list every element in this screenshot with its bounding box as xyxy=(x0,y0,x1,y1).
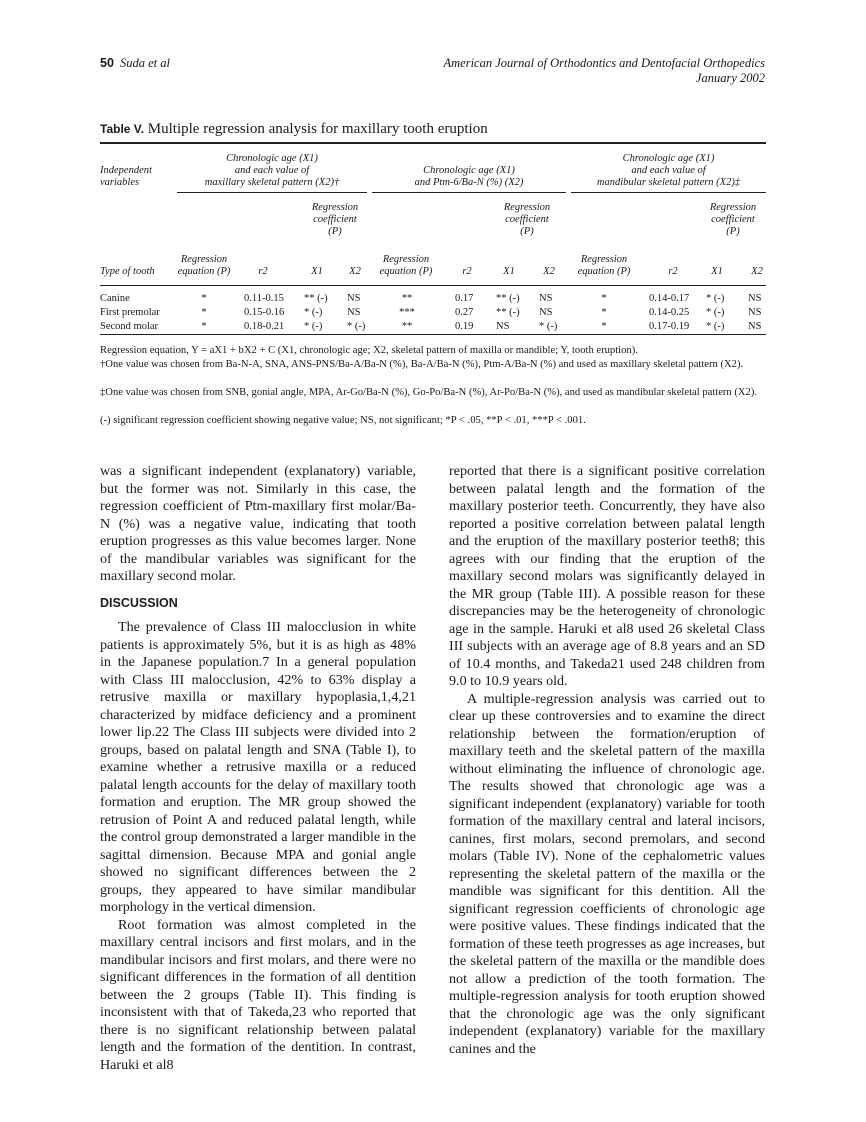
independent-variables-header: Independent variables xyxy=(100,165,152,188)
group3-underline xyxy=(571,192,766,193)
g2-x2: NS xyxy=(539,307,553,318)
table-bottom-rule xyxy=(100,334,766,335)
group2-x2-header: X2 xyxy=(543,266,555,277)
group3-x1-header: X1 xyxy=(711,266,723,277)
group3-header: Chronologic age (X1) and each value of mandibular skeletal pattern (X2)‡ xyxy=(596,153,741,188)
g1-x2: NS xyxy=(347,307,361,318)
group3-x2-header: X2 xyxy=(751,266,763,277)
g3-r2: 0.17-0.19 xyxy=(649,321,690,332)
group2-coef-header: Regression coefficient (P) xyxy=(503,202,551,237)
discussion-heading: DISCUSSION xyxy=(100,595,178,610)
g3-r2: 0.14-0.17 xyxy=(649,293,690,304)
table-caption xyxy=(100,121,488,138)
group3-coef-header: Regression coefficient (P) xyxy=(709,202,757,237)
group2-header: Chronologic age (X1) and Ptm-6/Ba-N (%) (X2) xyxy=(414,165,524,188)
g3-x1: * (-) xyxy=(706,307,725,318)
g1-eq: * xyxy=(201,321,207,332)
g3-x2: NS xyxy=(748,307,762,318)
paragraph: was a significant independent (explanatory) variable, but the former was not. Similarly in this case, the regression coefficient of Ptm-maxillary first molar/Ba-N (%) was a negative value, indicating that tooth eruption progresses as this value becomes larger. None of the mandibular variables was significant for the maxillary second molar. xyxy=(100,463,416,584)
g2-r2: 0.27 xyxy=(455,307,474,318)
g1-x1: * (-) xyxy=(304,321,323,332)
g1-x2: * (-) xyxy=(347,321,366,332)
group1-header: Chronologic age (X1) and each value of maxillary skeletal pattern (X2)† xyxy=(204,153,340,188)
table-label: Table V. xyxy=(100,122,145,136)
group3-r2-header: r2 xyxy=(668,266,678,277)
table-title: Multiple regression analysis for maxillary tooth eruption xyxy=(147,121,488,137)
g1-eq: * xyxy=(201,307,207,318)
paragraph: A multiple-regression analysis was carried out to clear up these controversies and to examine the direct relationship between the formation/eruption of maxillary teeth and the skeletal pattern of the maxilla without eliminating the influence of chronologic age. The results showed that chronologic age was a significant independent (explanatory) variable for tooth formation of the maxillary central and lateral incisors, canines, first molars, second premolars, and second molars (Table IV). None of the cephalometric values representing the skeletal pattern of the maxilla or the mandible was significant for this dentition. All the significant regression coefficients of chronologic age were positive values. These findings indicated that the formation of these teeth progresses as age increases, but the skeletal pattern of the maxilla or the mandible does not allow a prediction of the tooth formation. The multiple-regression analysis for tooth eruption showed that the chronologic age was the only significant independent (explanatory) variable for the maxillary canines and the xyxy=(449,690,765,1057)
paragraph: Root formation was almost completed in the maxillary central incisors and first molars, and in the mandibular incisors and first molars, and there were no significant differences in the formation of all dentition between the 2 groups (Table II). This finding is inconsistent with that of Takeda,23 who reported that there is no significant relationship between palatal length and the formation of the dentition. In contrast, Haruki et al8 xyxy=(100,916,416,1073)
group1-r2-header: r2 xyxy=(258,266,268,277)
g1-x1: * (-) xyxy=(304,307,323,318)
journal-header xyxy=(444,56,766,86)
g3-eq: * xyxy=(601,321,607,332)
group2-equation-header: Regression equation (P) xyxy=(379,254,433,277)
g1-r2: 0.18-0.21 xyxy=(244,321,285,332)
running-authors: Suda et al xyxy=(120,56,170,70)
g1-r2: 0.15-0.16 xyxy=(244,307,285,318)
g1-x1: ** (-) xyxy=(304,293,328,304)
g3-eq: * xyxy=(601,307,607,318)
g2-eq: ** xyxy=(401,293,413,304)
page-number: 50 xyxy=(100,56,114,70)
g2-x2: NS xyxy=(539,293,553,304)
g2-x2: * (-) xyxy=(539,321,558,332)
footnote-mandibular: ‡One value was chosen from SNB, gonial angle, MPA, Ar-Go/Ba-N (%), Go-Po/Ba-N (%), Ar-Po/Ba-N (%), and used as mandibular skeletal pattern (X2). xyxy=(100,387,758,398)
group1-x2-header: X2 xyxy=(349,266,361,277)
g2-r2: 0.17 xyxy=(455,293,474,304)
group1-coef-header: Regression coefficient (P) xyxy=(311,202,359,237)
paragraph: reported that there is a significant positive correlation between palatal length and the formation of the maxillary posterior teeth. Concurrently, they have also reported a positive correlation between palatal length and the eruption of the maxillary posterior teeth8; this agrees with our finding that the eruption of the maxillary second molars was significantly delayed in the MR group (Table III). A possible reason for these discrepancies may be the heterogeneity of chronologic age in the sample. Haruki et al8 used 26 skeletal Class III subjects with an average age of 8.8 years and an SD of 10.4 months, and Takeda21 used 248 children from 9.0 to 10.9 years old. xyxy=(449,463,765,689)
group2-r2-header: r2 xyxy=(462,266,472,277)
paragraph: The prevalence of Class III malocclusion in white patients is approximately 5%, but it is as high as 48% in the Japanese population.7 In a general population with Class III malocclusion, 42% to 63% display a retrusive maxilla or maxillary hypoplasia,1,4,21 characterized by midface deficiency and a prominent lower lip.22 The Class III subjects were divided into 2 groups, based on palatal length and SNA (Table I), to examine whether a retrusive maxilla or a reduced palatal length accounts for the delay of maxillary tooth formation and eruption. The MR group showed the retrusion of Point A and reduced palatal length, while the control group demonstrated a larger mandible in the sagittal dimension. Because MPA and gonial angle showed no significant differences between the 2 groups, they appeared to have similar mandibular morphology in the vertical dimension. xyxy=(100,619,416,915)
g3-x2: NS xyxy=(748,293,762,304)
g2-eq: *** xyxy=(399,307,415,318)
g2-eq: ** xyxy=(401,321,413,332)
g2-r2: 0.19 xyxy=(455,321,474,332)
group1-x1-header: X1 xyxy=(311,266,323,277)
g3-x1: * (-) xyxy=(706,293,725,304)
g1-r2: 0.11-0.15 xyxy=(244,293,284,304)
journal-title: American Journal of Orthodontics and Dentofacial Orthopedics xyxy=(443,56,765,70)
type-of-tooth-header: Type of tooth xyxy=(100,266,155,277)
group2-underline xyxy=(372,192,566,193)
g2-x1: ** (-) xyxy=(496,307,520,318)
group1-underline xyxy=(177,192,367,193)
g3-eq: * xyxy=(601,293,607,304)
g1-eq: * xyxy=(201,293,207,304)
table-top-rule xyxy=(100,142,766,144)
g3-r2: 0.14-0.25 xyxy=(649,307,690,318)
footnote-maxillary: †One value was chosen from Ba-N-A, SNA, ANS-PNS/Ba-A/Ba-N (%), Ba-A/Ba-N (%), Ptm-A/Ba-N (%) and used as maxillary skeletal pattern (X2). xyxy=(100,359,744,370)
g1-x2: NS xyxy=(347,293,361,304)
table-header-rule xyxy=(100,285,766,286)
footnote-significance: (-) significant regression coefficient showing negative value; NS, not significant; *P < .05, **P < .01, ***P < .001. xyxy=(100,415,586,426)
g3-x2: NS xyxy=(748,321,762,332)
left-column xyxy=(100,463,416,1074)
g2-x1: NS xyxy=(496,321,510,332)
row-type: Second molar xyxy=(100,321,159,332)
g2-x1: ** (-) xyxy=(496,293,520,304)
journal-date: January 2002 xyxy=(695,71,765,85)
row-type: Canine xyxy=(100,293,130,304)
group1-equation-header: Regression equation (P) xyxy=(177,254,231,277)
g3-x1: * (-) xyxy=(706,321,725,332)
row-type: First premolar xyxy=(100,307,160,318)
group2-x1-header: X1 xyxy=(503,266,515,277)
group3-equation-header: Regression equation (P) xyxy=(577,254,631,277)
footnote-equation: Regression equation, Y = aX1 + bX2 + C (X1, chronologic age; X2, skeletal pattern of maxilla or mandible; Y, tooth eruption). xyxy=(100,345,638,356)
right-column xyxy=(449,463,765,1058)
